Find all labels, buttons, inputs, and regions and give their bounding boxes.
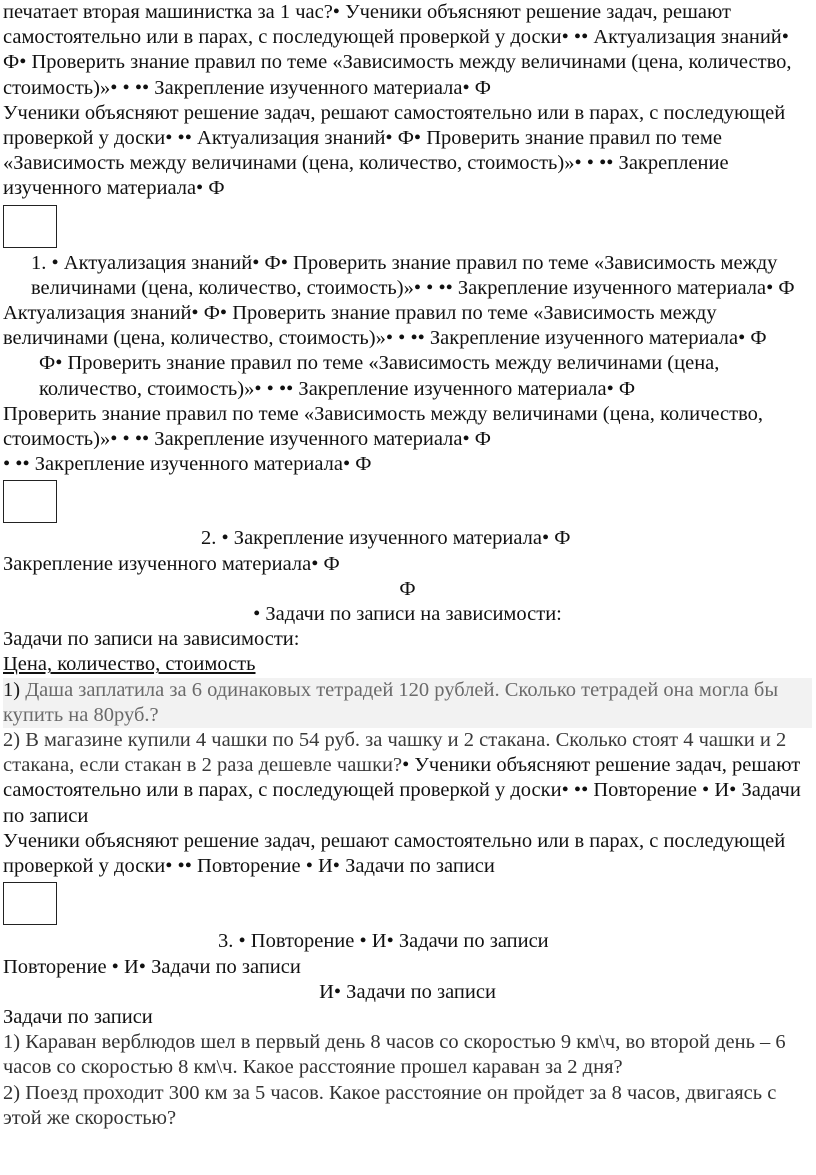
checkbox-square: [3, 205, 57, 248]
task-tail: • Ученики объясняют решение задач, решают самостоятельно или в парах, с последующей проверкой у доски• •• Повторение • И• Задачи по записи: [3, 754, 801, 827]
checkbox-square: [3, 882, 57, 925]
checkbox-square: [3, 480, 57, 523]
paragraph: Ф: [399, 577, 416, 600]
paragraph: Проверить знание правил по теме «Зависимость между величинами (цена, количество, стоимость)»• • •• Закрепление изученного материала• Ф: [3, 402, 764, 451]
paragraph: И• Задачи по записи: [319, 980, 496, 1003]
paragraph: Актуализация знаний• Ф• Проверить знание правил по теме «Зависимость между величинами (цена, количество, стоимость)»• • •• Закрепление изученного материала• Ф: [3, 302, 767, 350]
paragraph: Задачи по записи: [3, 1005, 153, 1028]
paragraph: • Задачи по записи на зависимости:: [253, 603, 562, 626]
numbered-item-1: 1. • Актуализация знаний• Ф• Проверить знание правил по теме «Зависимость между величинами (цена, количество, стоимость)»• • •• Закрепление изученного материала• Ф: [31, 251, 795, 299]
task-number: 1): [3, 678, 21, 701]
paragraph: печатает вторая машинистка за 1 час?• Ученики объясняют решение задач, решают самостоятельно или в парах, с последующей проверкой у доски• •• Актуализация знаний• Ф• Проверить знание правил по теме «Зависимость между величинами (цена, количество, стоимость)»• • •• Закрепление изученного материала• Ф: [3, 1, 792, 99]
task-item: [3, 678, 812, 728]
task-text: Даша заплатила за 6 одинаковых тетрадей 120 рублей. Сколько тетрадей она могла бы купить на 80руб.?: [3, 678, 779, 726]
task-text: 2) В магазине купили 4 чашки по 54 руб. за чашку и 2 стакана. Сколько стоят 4 чашки и 2 стакана, если стакан в 2 раза дешевле чашки?: [3, 729, 787, 777]
numbered-item-2: 2. • Закрепление изученного материала• Ф: [201, 527, 571, 550]
paragraph: Закрепление изученного материала• Ф: [3, 552, 340, 575]
task-item: 2) Поезд проходит 300 км за 5 часов. Какое расстояние он пройдет за 8 часов, двигаясь с этой же скоростью?: [3, 1081, 777, 1129]
numbered-item-3: 3. • Повторение • И• Задачи по записи: [218, 930, 549, 953]
paragraph: Повторение • И• Задачи по записи: [3, 955, 301, 978]
task-item: 1) Караван верблюдов шел в первый день 8 часов со скоростью 9 км\ч, во второй день – 6 часов со скоростью 8 км\ч. Какое расстояние прошел караван за 2 дня?: [3, 1031, 786, 1079]
subheading: Цена, количество, стоимость: [3, 653, 256, 676]
task-item: [3, 728, 812, 829]
paragraph: • •• Закрепление изученного материала• Ф: [3, 453, 372, 476]
paragraph: Задачи по записи на зависимости:: [3, 628, 300, 651]
paragraph: Ф• Проверить знание правил по теме «Зависимость между величинами (цена, количество, стоимость)»• • •• Закрепление изученного материала• Ф: [39, 352, 720, 400]
paragraph: Ученики объясняют решение задач, решают самостоятельно или в парах, с последующей проверкой у доски• •• Повторение • И• Задачи по записи: [3, 829, 786, 878]
paragraph: Ученики объясняют решение задач, решают самостоятельно или в парах, с последующей проверкой у доски• •• Актуализация знаний• Ф• Проверить знание правил по теме «Зависимость между величинами (цена, количество, стоимость)»• • •• Закрепление изученного материала• Ф: [3, 101, 786, 200]
